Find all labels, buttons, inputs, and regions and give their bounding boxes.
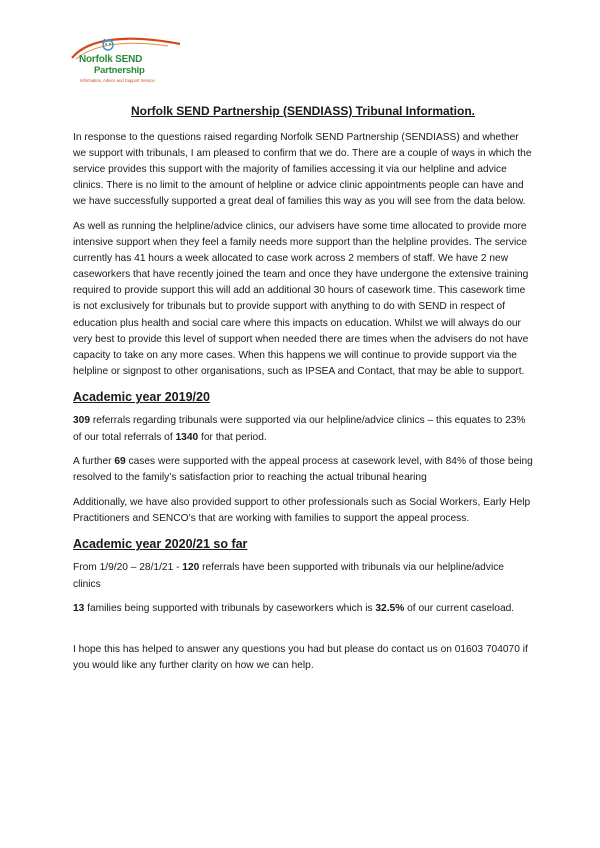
- intro-paragraph: In response to the questions raised regarding Norfolk SEND Partnership (SENDIASS) and whether we support with tribunals, I am pleased to confirm that we do. There are a couple of ways in which the service provides this support with the majority of families accessing it via our helpline and advice clinics. There is no limit to the amount of helpline or advice clinic appointments people can have and we have successfully supported a great deal of families this way as you will see from the data below.: [73, 132, 532, 208]
- stat-caseload-percent: 32.5%: [375, 603, 405, 615]
- logo-tagline: Information, Advice and Support Service: [80, 78, 155, 83]
- logo-name-line2: Partnership: [94, 65, 145, 76]
- document-title: Norfolk SEND Partnership (SENDIASS) Tribunal Information.: [130, 104, 476, 118]
- paragraph-2020-referrals: From 1/9/20 – 28/1/21 - 120 referrals have been supported with tribunals via our helpline/advice clinics: [73, 562, 504, 590]
- stat-referrals-2020: 120: [182, 562, 200, 574]
- paragraph-2019-professionals: Additionally, we have also provided support to other professionals such as Social Workers, Early Help Practitioners and SENCO’s that are working with families to support the appeal process.: [73, 496, 531, 524]
- paragraph-2019-referrals: 309 referrals regarding tribunals were supported via our helpline/advice clinics – this equates to 23% of our total referrals of 1340 for that period.: [73, 415, 526, 443]
- partnership-logo: [68, 32, 188, 90]
- closing-paragraph: I hope this has helped to answer any questions you had but please do contact us on 01603 704070 if you would like any further clarity on how we can help.: [73, 643, 528, 671]
- stat-families-2020: 13: [73, 603, 85, 615]
- stat-total-referrals: 1340: [175, 431, 199, 443]
- paragraph-2019-casework: A further 69 cases were supported with the appeal process at casework level, with 84% of those being resolved to the family’s satisfaction prior to reaching the actual tribunal hearing: [73, 456, 533, 484]
- section-heading-2020-21: Academic year 2020/21 so far: [73, 537, 248, 552]
- paragraph-2020-families: 13 families being supported with tribunals by caseworkers which is 32.5% of our current caseload.: [73, 603, 515, 615]
- document-body: [73, 104, 533, 682]
- casework-paragraph: As well as running the helpline/advice clinics, our advisers have some time allocated to provide more intensive support when they feel a family needs more support than the helpline provides. The service currently has 41 hours a week allocated to case work across 2 members of staff. We have 2 new caseworkers that have recently joined the team and once they have undergone the extensive training required to provide support this will add an additional 30 hours of casework time. This casework time is not exclusively for tribunals but to provide support with anything to do with SEND in respect of education plus health and social care where this impacts on education. Whilst we will always do our very best to provide this level of support when needed there are times when the advisers do not have capacity to take on any more cases. When this happens we will continue to provide support via the helpline or signpost to other organisations, such as IPSEA and Contact, that may be able to support.: [73, 220, 529, 377]
- stat-cases-2019: 69: [114, 456, 126, 468]
- logo-name-line1: Norfolk SEND: [79, 54, 143, 65]
- stat-referrals-2019: 309: [73, 415, 90, 427]
- section-heading-2019-20: Academic year 2019/20: [73, 390, 210, 405]
